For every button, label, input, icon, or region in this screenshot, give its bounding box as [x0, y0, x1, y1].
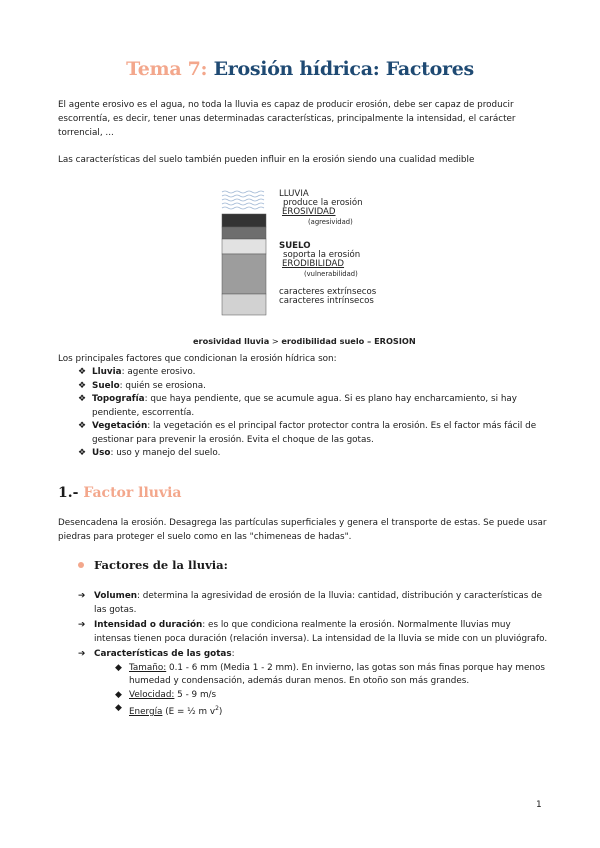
drop-velocity-desc: 5 - 9 m/s [174, 689, 217, 700]
drop-size-term: Tamaño: [129, 662, 167, 673]
title-main: Erosión hídrica: Factores [213, 58, 474, 80]
drop-characteristics-list [94, 662, 548, 720]
bullet-dot-icon [78, 562, 84, 568]
list-item [78, 590, 548, 617]
list-item [78, 393, 548, 420]
subsection-heading [78, 558, 228, 572]
caption-part-a: erosividad lluvia [193, 336, 270, 346]
factor-desc: : agente erosivo. [121, 367, 196, 377]
produce-label: produce la erosión [283, 198, 363, 208]
diamond-icon: ◆ [115, 689, 122, 700]
arrow-icon: ➔ [78, 620, 86, 630]
agresividad-label: (agresividad) [308, 218, 353, 226]
title-prefix: Tema 7: [126, 58, 208, 80]
rain-factor-desc: : es lo que condiciona realmente la erosión. Normalmente lluvias muy intensas tienen poca duración (relación inversa). La intensidad de la lluvia se mide con un pluviógrafo. [94, 620, 548, 644]
extrinsecos-label: caracteres extrínsecos [279, 287, 377, 297]
list-item [115, 689, 548, 703]
soil-note-paragraph: Las características del suelo también pueden influir en la erosión siendo una cualidad medible [58, 155, 475, 165]
erodibilidad-label: ERODIBILIDAD [282, 259, 345, 269]
diamond-icon: ◆ [115, 662, 122, 673]
section-paragraph: Desencadena la erosión. Desagrega las partículas superficiales y genera el transporte de estas. Se puede usar piedras para proteger el suelo como en las "chimeneas de hadas". [58, 518, 547, 542]
erosividad-label: EROSIVIDAD [282, 207, 336, 217]
page-title [0, 58, 600, 80]
soil-column-graphic [220, 190, 270, 320]
list-item [78, 420, 548, 447]
rain-factor-desc: : determina la agresividad de erosión de la lluvia: cantidad, distribución y características de las gotas. [94, 591, 543, 615]
list-item [78, 648, 548, 719]
factor-term: Suelo [92, 380, 120, 391]
factor-desc: : quién se erosiona. [119, 380, 206, 391]
energy-superscript: 2 [215, 705, 219, 712]
factor-term: Lluvia [92, 367, 122, 377]
rain-factor-term: Intensidad o duración [94, 620, 203, 630]
factor-desc: : la vegetación es el principal factor protector contra la erosión. Es el factor más fácil de gestionar para prevenir la erosión. Evita el choque de las gotas. [92, 421, 537, 445]
factor-term: Vegetación [92, 421, 148, 431]
intro-paragraph: El agente erosivo es el agua, no toda la lluvia es capaz de producir erosión, debe ser capaz de producir escorrentía, es decir, tener unas determinadas características, principalmente la intensidad, el carácter torrencial, ... [58, 100, 516, 138]
factor-term: Uso [92, 448, 111, 458]
rain-factor-term: Características de las gotas [94, 649, 232, 659]
factors-list [78, 366, 548, 461]
drop-size-desc: 0.1 - 6 mm (Media 1 - 2 mm). En invierno, las gotas son más finas porque hay menos humedad y condensación, además duran menos. En otoño son más grandes. [129, 662, 545, 686]
bullet-icon: ❖ [78, 380, 87, 391]
arrow-icon: ➔ [78, 591, 86, 601]
bullet-icon: ❖ [78, 421, 87, 431]
drop-energy-term: Energía [129, 706, 163, 717]
figure-caption [193, 336, 416, 346]
suelo-label: SUELO [279, 241, 311, 251]
factor-term: Topografía [92, 394, 145, 404]
caption-part-b: > [269, 336, 282, 346]
section-number: 1.- [58, 485, 79, 501]
factor-desc: : uso y manejo del suelo. [110, 448, 221, 458]
list-item [115, 702, 548, 719]
rain-factor-desc: : [231, 649, 235, 659]
intrinsecos-label: caracteres intrínsecos [279, 296, 374, 306]
soporta-label: soporta la erosión [283, 250, 361, 260]
list-item [78, 380, 548, 394]
factor-desc: : que haya pendiente, que se acumule agua. Si es plano hay encharcamiento, si hay pendiente, escorrentía. [92, 394, 518, 418]
section-heading [58, 485, 181, 501]
energy-close: ) [218, 706, 223, 717]
lluvia-label: LLUVIA [279, 189, 309, 199]
factors-intro: Los principales factores que condicionan la erosión hídrica son: [58, 354, 337, 364]
subsection-title: Factores de la lluvia: [94, 558, 228, 572]
drop-velocity-term: Velocidad: [129, 689, 175, 700]
arrow-icon: ➔ [78, 649, 86, 659]
vulnerabilidad-label: (vulnerabilidad) [304, 270, 358, 278]
erosion-diagram [220, 190, 410, 320]
bullet-icon: ❖ [78, 367, 87, 377]
rain-factors-list [78, 590, 548, 721]
page-number: 1 [536, 800, 542, 810]
diamond-icon: ◆ [115, 703, 122, 713]
section-title: Factor lluvia [83, 485, 182, 501]
list-item [78, 447, 548, 461]
list-item [78, 366, 548, 380]
list-item [78, 619, 548, 646]
drop-energy-desc: (E = ½ m v [162, 706, 216, 717]
rain-factor-term: Volumen [94, 591, 138, 601]
caption-part-c: erodibilidad suelo – EROSION [281, 336, 416, 346]
list-item [115, 662, 548, 689]
bullet-icon: ❖ [78, 448, 87, 458]
bullet-icon: ❖ [78, 394, 87, 404]
